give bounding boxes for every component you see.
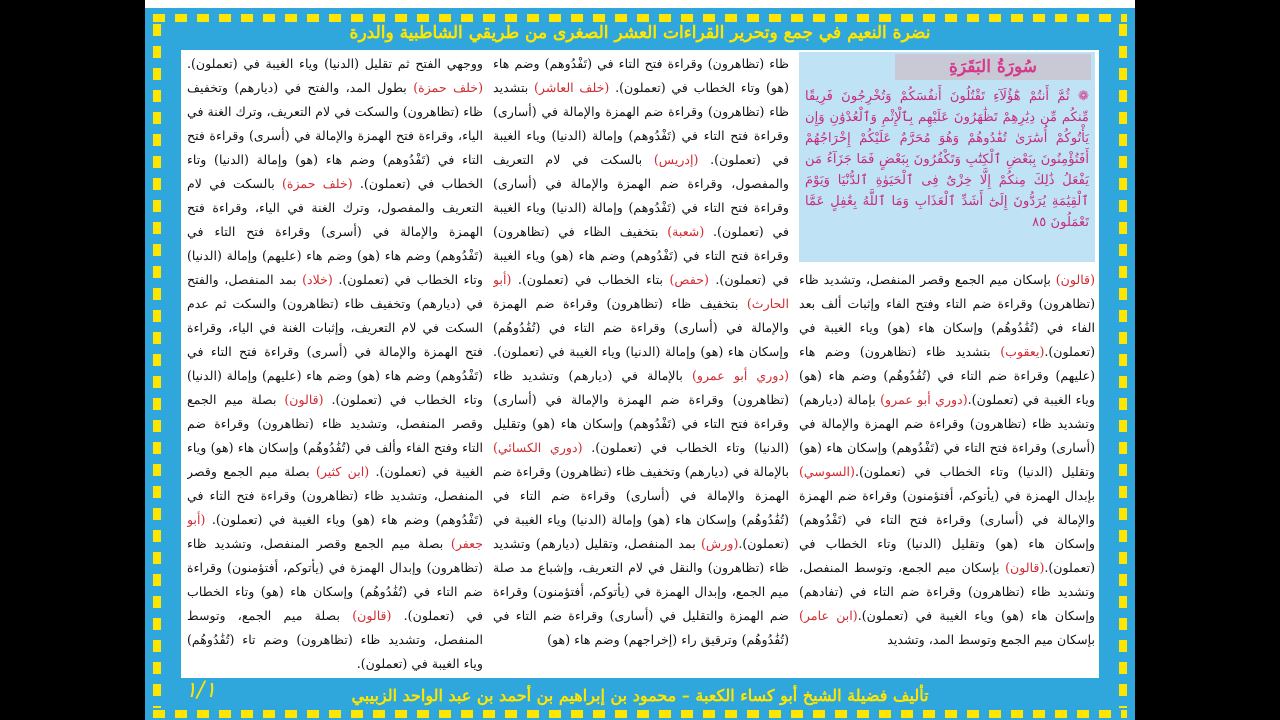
reading-text: بصلة ميم الجمع، وتوسط المنفصل، وتشديد ظاء (تظاهرون) وضم تاء (تُفَٰدُوهُم) وياء الغيبة في (تعملون). [187,608,483,671]
frame-dashes-bottom [153,710,1127,718]
reading-text: بإبدال الهمزة في (يأتوكم، أفتؤمنون) وقراءة ضم الهمزة والإمالة في (أسارى) وقراءة فتح التاء في (تَفْدُوهم) وإسكان هاء (هو) وتقليل (الدنيا) وتاء الخطاب في (تعملون). [799,488,1095,575]
reader-name: (شعبة) [667,224,705,239]
reader-name: (دوري أبو عمرو) [691,368,789,383]
frame-dashes-right [1119,24,1127,708]
reader-name: (قالون) [1055,272,1095,287]
reader-name: (السوسي) [799,464,855,479]
reading-text: بالإمالة في (ديارهم) وتخفيف ظاء (تظاهرون) وقراءة ضم الهمزة والإمالة في (أسارى) وقراءة ضم التاء في (تُفَٰدُوهُم) وإسكان هاء (هو) وإمالة (الدنيا) وياء الغيبة في (تعملون). [493,464,789,551]
reader-name: (قالون) [284,392,324,407]
column-left [187,52,483,672]
reading-text: بتاء الخطاب في (تعملون). [511,272,670,287]
reader-name: (حفص) [669,272,709,287]
reader-name: (خلف حمزة) [281,176,353,191]
verse-body: ثُمَّ أَنتُمْ هَٰٓؤُلَآءِ تَقْتُلُونَ أَنفُسَكُمْ وَتُخْرِجُونَ فَرِيقًا مِّنكُم مِّن دِيَٰرِهِمْ تَظَٰهَرُونَ عَلَيْهِم بِٱلْإِثْمِ وَٱلْعُدْوَٰنِ وَإِن يَأْتُوكُمْ أُسَٰرَىٰ تُفَٰدُوهُمْ وَهُوَ مُحَرَّمٌ عَلَيْكُمْ إِخْرَاجُهُمْ أَفَتُؤْمِنُونَ بِبَعْضِ ٱلْكِتَٰبِ وَتَكْفُرُونَ بِبَعْضٍ فَمَا جَزَآءُ مَن يَفْعَلُ ذَٰلِكَ مِنكُمْ إِلَّا خِزْىٌ فِى ٱلْحَيَوٰةِ ٱلدُّنْيَا وَيَوْمَ ٱلْقِيَٰمَةِ يُرَدُّونَ إِلَىٰٓ أَشَدِّ ٱلْعَذَابِ وَمَا ٱللَّهُ بِغَٰفِلٍ عَمَّا تَعْمَلُونَ ٨٥ [805,89,1089,230]
page-content [181,50,1099,678]
reading-text: بصلة ميم الجمع وقصر المنفصل، وتشديد ظاء (تظاهرون) وقراءة ضم التاء وفتح الفاء وألف في (تُفَٰدُوهُم) وإسكان هاء (هو) وياء الغيبة في (تعملون). [187,392,483,479]
reading-text: بتخفيف ظاء (تظاهرون) وقراءة ضم الهمزة والإمالة في (أسارى) وقراءة ضم التاء في (تُفَٰدُوهُم) وإسكان هاء (هو) وإمالة (الدنيا) وياء الغيبة في (تعملون). [493,296,789,359]
column-middle [493,52,789,672]
frame-dashes-left [153,24,161,708]
document-page [145,0,1135,720]
reading-text: بإمالة (ديارهم) وتشديد ظاء (تظاهرون) وقراءة ضم الهمزة والإمالة في (أسارى) وقراءة فتح التاء في (تَفْدُوهم) وإسكان هاء (هو) وتقليل (الدنيا) وتاء الخطاب في (تعملون). [799,392,1095,479]
reading-text: بطول المد، والفتح في (ديارهم) وتخفيف ظاء (تظاهرون) والسكت في لام التعريف، وترك الغنة في الياء، وقراءة فتح الهمزة والإمالة في (أسرى) وقراءة فتح التاء في (تَفْدُوهم) وضم هاء (هو) وإمالة (الدنيا) وتاء الخطاب في (تعملون). [187,80,483,191]
reader-name: (دوري أبو عمرو) [880,392,968,407]
sura-box [799,52,1095,262]
reader-name: (دوري الكسائي) [493,440,583,455]
reader-name: (خلف العاشر) [534,80,610,95]
reader-name: (ورش) [701,536,739,551]
reading-text: بتشديد ظاء (تظاهرون) وضم هاء (عليهم) وقراءة ضم التاء في (تُفَٰدُوهُم) وضم هاء (هو) وياء الغيبة في (تعملون). [799,344,1095,407]
column-right [799,52,1095,672]
reading-text: بصلة ميم الجمع وقصر المنفصل، وتشديد ظاء (تظاهرون) وإبدال الهمزة في (يأتوكم، أفتؤمنون) وقراءة ضم التاء في (تُفَٰدُوهُم) وإسكان هاء (هو) وتاء الخطاب في (تعملون). [187,536,483,623]
reading-text: ووجهي الفتح ثم تقليل (الدنيا) وياء الغيبة في (تعملون). [187,56,483,71]
column-left-text [187,52,483,672]
author-line: تأليف فضيلة الشيخ أبو كساء الكعبة – محمود بن إبراهيم بن أحمد بن عبد الواحد الزبيبي [351,686,929,705]
reading-text: بالسكت في لام التعريف والمفصول، وترك الغنة في الياء، وقراءة فتح الهمزة والإمالة في (أسرى) وقراءة فتح التاء في (تَفْدُوهم) وضم هاء (هو) وضم هاء (عليهم) وإمالة (الدنيا) وتاء الخطاب في (تعملون). [187,176,483,287]
reading-text: بمد المنفصل، والفتح في (ديارهم) وتخفيف ظاء (تظاهرون) والسكت ثم عدم السكت في لام التعريف، وإثبات الغنة في الياء، وقراءة فتح الهمزة والإمالة في (أسرى) وقراءة فتح التاء في (تَفْدُوهم) وضم هاء (هو) وضم هاء (عليهم) وإمالة (الدنيا) وتاء الخطاب في (تعملون). [187,272,483,407]
verse-text [805,86,1089,258]
book-title: نضرة النعيم في جمع وتحرير القراءات العشر الصغرى من طريقي الشاطبية والدرة [349,23,931,43]
reading-text: بمد المنفصل، وتقليل (ديارهم) وتشديد ظاء (تظاهرون) والنقل في لام التعريف، وإشباع مد صلة ميم الجمع، وإبدال الهمزة في (يأتوكم، أفتؤمنون) وقراءة ضم الهمزة والتقليل في (أسارى) وقراءة ضم التاء في (تُفَٰدُوهُم) وترقيق راء (إخراجهم) وضم هاء (هو) [493,536,789,647]
reader-name: (أبو جعفر) [187,512,483,551]
reading-text: بالإمالة في (ديارهم) وتشديد ظاء (تظاهرون) وقراءة ضم الهمزة والإمالة في (أسارى) وقراءة فتح التاء في (تَفْدُوهم) وإسكان هاء (هو) وتقليل (الدنيا) وتاء الخطاب في (تعملون). [493,368,789,455]
reader-name: (أبو الحارث) [493,272,789,311]
reading-text: بصلة ميم الجمع وقصر المنفصل، وتشديد ظاء (تظاهرون) وقراءة فتح التاء في (تَفْدُوهم) وضم هاء (هو) وياء الغيبة في (تعملون). [187,464,483,527]
reader-name: (قالون) [352,608,392,623]
reading-text: بإسكان ميم الجمع، وتوسط المنفصل، وتشديد ظاء (تظاهرون) وقراءة ضم التاء في (تفادهم) وإسكان هاء (هو) وياء الغيبة في (تعملون). [799,560,1095,623]
reader-name: (ابن عامر) [799,608,858,623]
reading-text: ظاء (تظاهرون) وقراءة فتح التاء في (تَفْدُوهم) وضم هاء (هو) وتاء الخطاب في (تعملون). [493,56,789,95]
verse-start-icon: ❁ [1077,89,1089,104]
reader-name: (ابن كثير) [315,464,370,479]
column-middle-text [493,52,789,652]
reading-text: بالسكت في لام التعريف والمفصول، وقراءة ضم الهمزة والإمالة في (أسارى) وقراءة فتح التاء في (تَفْدُوهم) وإمالة (الدنيا) وياء الغيبة في (تعملون). [493,152,789,239]
reading-text: بإسكان ميم الجمع وتوسط المد، وتشديد [887,632,1095,647]
reader-name: (يعقوب) [1000,344,1045,359]
reading-text: بإسكان ميم الجمع وقصر المنفصل، وتشديد ظاء (تظاهرون) وقراءة ضم التاء وفتح الفاء وإثبات ألف بعد الفاء في (تُفَٰدُوهُم) وإسكان هاء (هو) وياء الغيبة في (تعملون). [799,272,1095,359]
reader-name: (خلف حمزة) [413,80,483,95]
page-number: ١/١ [185,678,217,703]
column-right-text [799,268,1095,652]
sura-title: سُورَةُ البَقَرَةِ [895,54,1091,80]
reader-name: (إدريس) [653,152,699,167]
reading-text: بتشديد ظاء (تظاهرون) وقراءة ضم الهمزة والإمالة في (أسارى) وقراءة فتح التاء في (تَفْدُوهم) وإمالة (الدنيا) وياء الغيبة في (تعملون). [493,80,789,167]
reader-name: (خلاد) [302,272,333,287]
reader-name: (قالون) [1005,560,1045,575]
reading-text: بتخفيف الظاء في (تظاهرون) وقراءة فتح التاء في (تَفْدُوهم) وضم هاء (هو) وياء الغيبة في (تعملون). [493,224,789,287]
